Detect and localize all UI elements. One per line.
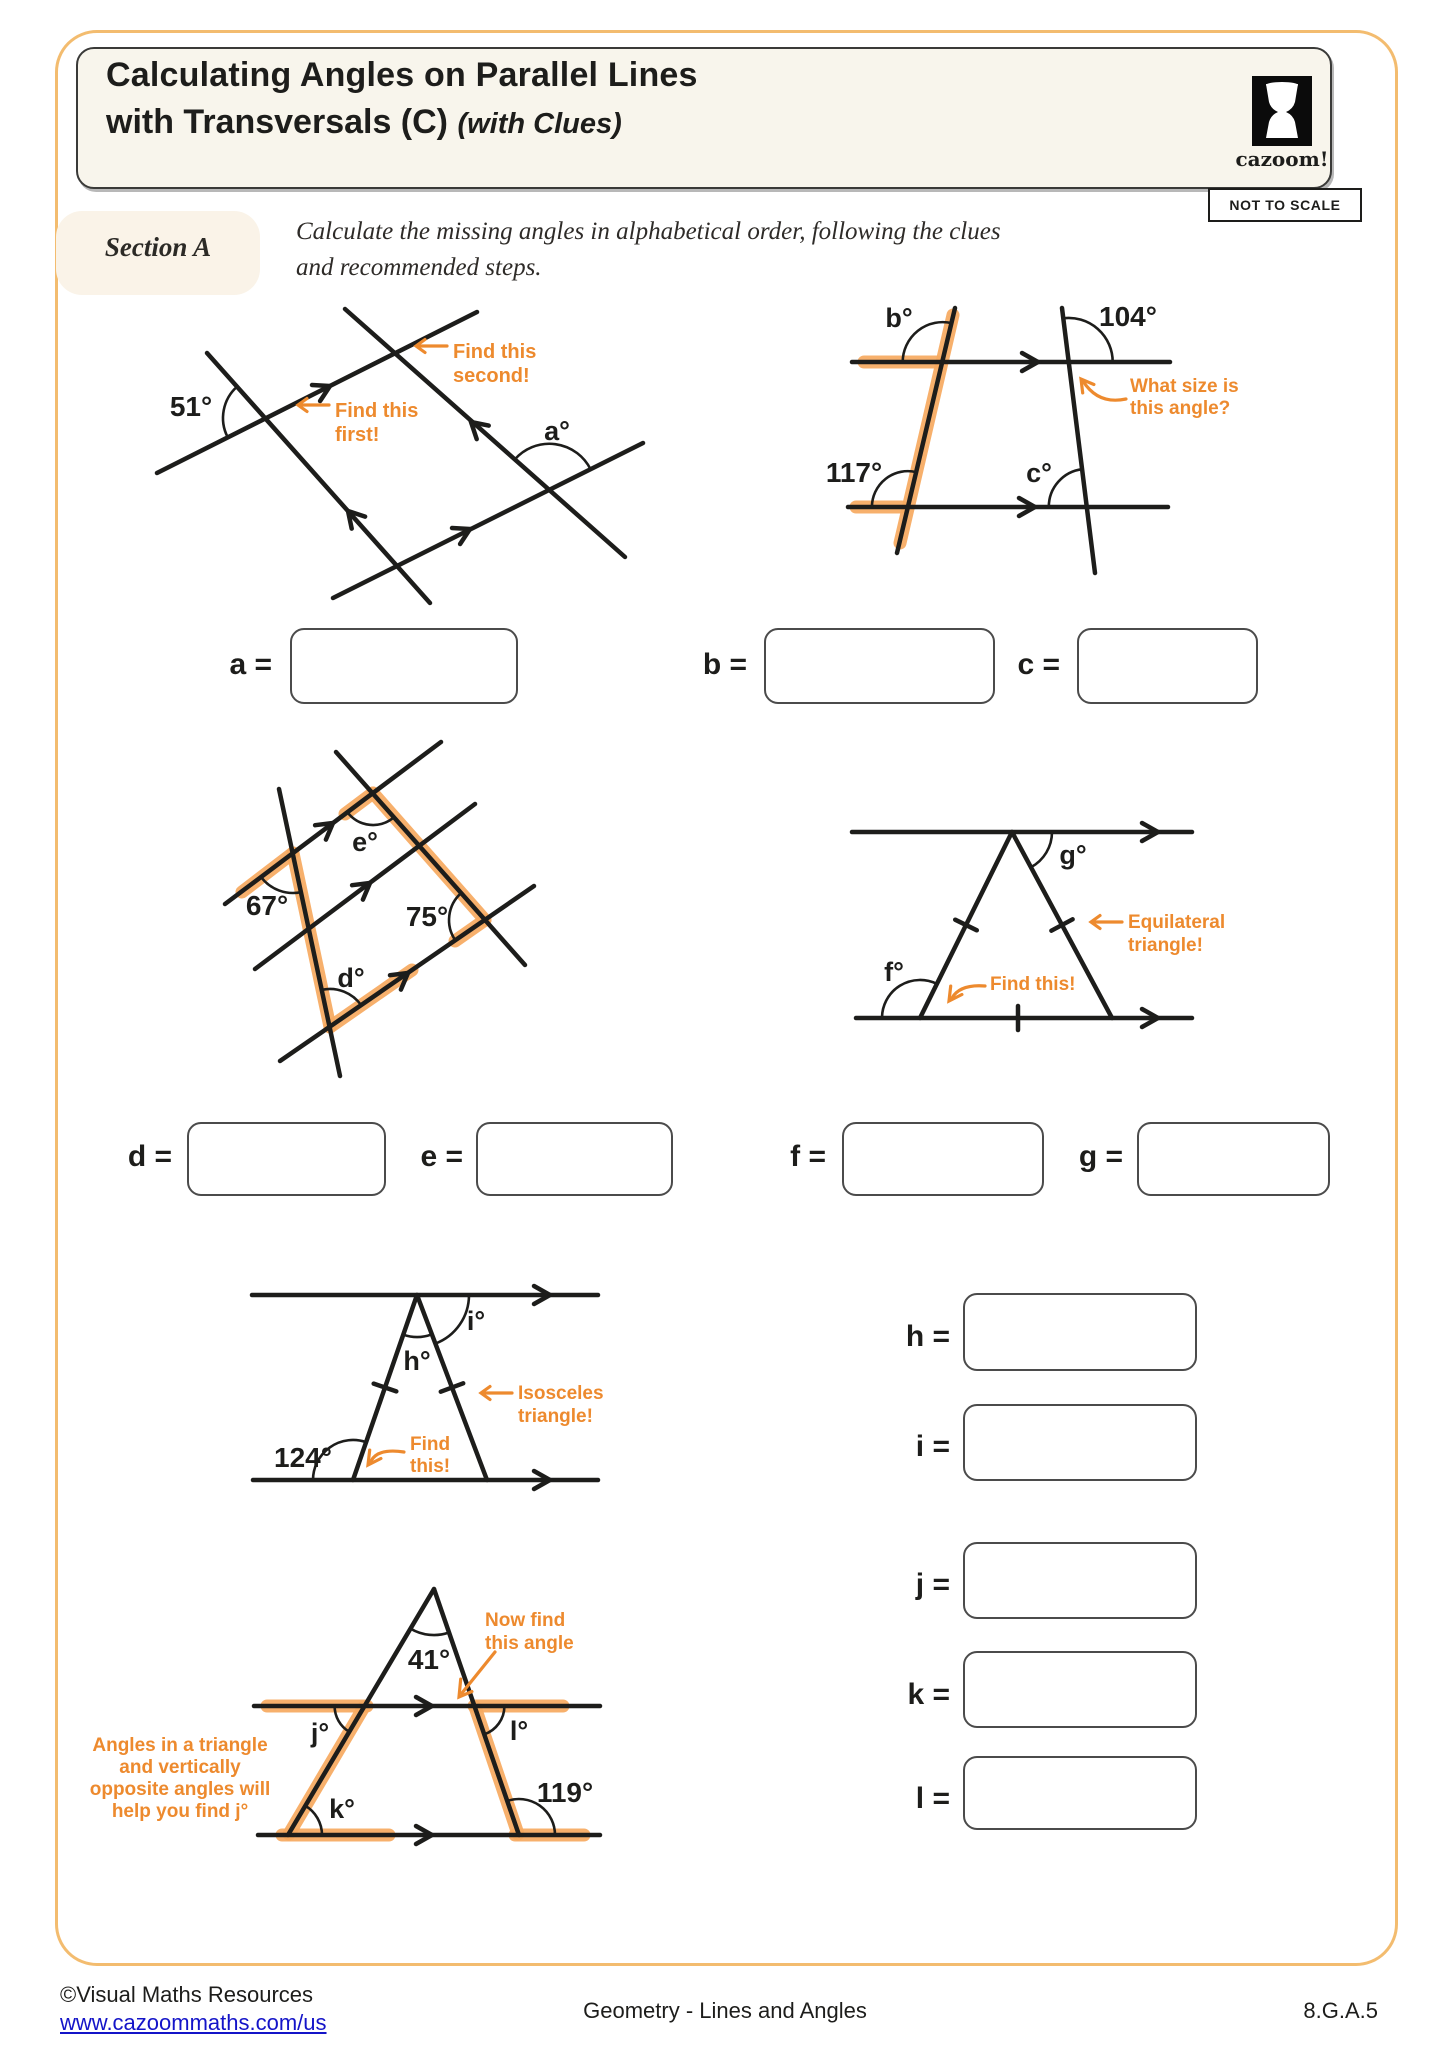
goblet-glyph [1266,84,1298,138]
section-a-label: Section A [104,232,212,262]
instruction-line1: Calculate the missing angles in alphabetical order, following the clues [296,218,1001,245]
angle-arc-g [1031,832,1052,867]
diagram-1-parallel-lines-a [95,295,655,605]
angle-label-j: j° [310,1718,330,1748]
angle-label-119: 119° [536,1777,594,1808]
angle-label-b: b° [885,303,913,333]
clue-isosceles-line1: Isosceles [518,1383,604,1404]
angle-label-h: h° [403,1346,431,1376]
answer-label-a: a = [229,648,272,681]
cazoom-logo-text: cazoom! [1235,147,1329,171]
angle-arc-51 [223,387,237,437]
hint-line4: help you find j° [111,1801,249,1822]
answer-box-i[interactable] [963,1404,1197,1481]
answer-label-c: c = [1017,648,1060,681]
angle-arc-a [515,444,591,469]
answer-box-a[interactable] [290,628,518,704]
footer-copyright: ©Visual Maths Resources [60,1982,314,2007]
clue-now-find-line1: Now find [485,1610,566,1631]
diagram-3-parallel-lines-de [140,735,590,1085]
page-title-note: (with Clues) [457,108,622,140]
angle-label-i: i° [466,1306,486,1336]
page-title-line2-text: with Transversals (C) [106,103,449,141]
angle-label-l: l° [509,1716,529,1746]
answer-label-i: i = [915,1430,950,1463]
clue-isosceles-line2: triangle! [518,1406,593,1427]
footer-link[interactable]: www.cazoommaths.com/us [60,2010,327,2035]
clue-find-first-line1: Find this [335,400,419,422]
clue-equilateral-line1: Equilateral [1128,912,1226,933]
clue-what-size-line2: this angle? [1130,398,1231,419]
answer-label-b: b = [702,648,747,681]
angle-label-41: 41° [407,1644,451,1675]
angle-label-124: 124° [274,1442,332,1473]
angle-label-a: a° [544,416,570,446]
page-title-line1: Calculating Angles on Parallel Lines [106,56,698,94]
answer-box-g[interactable] [1137,1122,1330,1196]
instruction-line2: and recommended steps. [296,254,542,281]
clue-find-line1: Find [410,1434,451,1455]
answer-box-d[interactable] [187,1122,386,1196]
angle-label-51: 51° [169,391,213,422]
diagram-4-equilateral-triangle [840,810,1240,1050]
hint-line2: and vertically [119,1757,241,1778]
clue-find-second-line2: second! [453,365,530,387]
angle-label-g: g° [1059,840,1087,870]
cazoom-logo-icon [1252,76,1312,146]
answer-label-h: h = [905,1320,950,1353]
angle-arc-h [403,1334,432,1337]
answer-box-j[interactable] [963,1542,1197,1619]
angle-label-k: k° [329,1794,355,1824]
angle-label-67: 67° [245,890,289,921]
diagram-2-parallel-lines-bc [790,295,1260,595]
answer-label-e: e = [420,1140,463,1173]
angle-label-c: c° [1026,458,1052,488]
clue-now-find-line2: this angle [485,1633,574,1654]
answer-box-b[interactable] [764,628,995,704]
answer-label-f: f = [790,1140,826,1173]
answer-box-h[interactable] [963,1293,1197,1371]
diagram-5-isosceles-triangle [240,1280,630,1515]
footer-standard-code: 8.G.A.5 [1303,1998,1378,2023]
clue-find-second-line1: Find this [453,341,537,363]
angle-label-75: 75° [405,901,449,932]
clue-find-first-line2: first! [335,424,380,446]
angle-label-f: f° [884,957,904,987]
answer-label-k: k = [907,1678,950,1711]
clue-find-this: Find this! [990,974,1076,995]
clue-find-line2: this! [410,1456,451,1477]
page-title-line2 [106,103,622,142]
not-to-scale-badge: NOT TO SCALE [1208,188,1362,222]
angle-label-e: e° [352,827,378,857]
clue-equilateral-line2: triangle! [1128,935,1203,956]
answer-box-l[interactable] [963,1756,1197,1830]
answer-label-j: j = [915,1568,950,1601]
angle-arc-i [435,1295,469,1344]
answer-box-f[interactable] [842,1122,1044,1196]
angle-arc-c [1049,469,1082,507]
angle-arc-41 [411,1629,450,1635]
answer-box-c[interactable] [1077,628,1258,704]
answer-label-g: g = [1078,1140,1123,1173]
clue-what-size-line1: What size is [1130,376,1239,397]
answer-label-l: l = [915,1782,950,1815]
footer-topic: Geometry - Lines and Angles [583,1998,867,2023]
answer-box-k[interactable] [963,1651,1197,1728]
angle-label-d: d° [337,963,365,993]
answer-box-e[interactable] [476,1122,673,1196]
angle-label-117: 117° [825,457,883,488]
angle-label-104: 104° [1099,301,1157,332]
answer-label-d: d = [127,1140,172,1173]
hint-line1: Angles in a triangle [92,1735,268,1756]
hint-line3: opposite angles will [89,1779,271,1800]
diagram-6-triangle-transversals [89,1580,640,1875]
